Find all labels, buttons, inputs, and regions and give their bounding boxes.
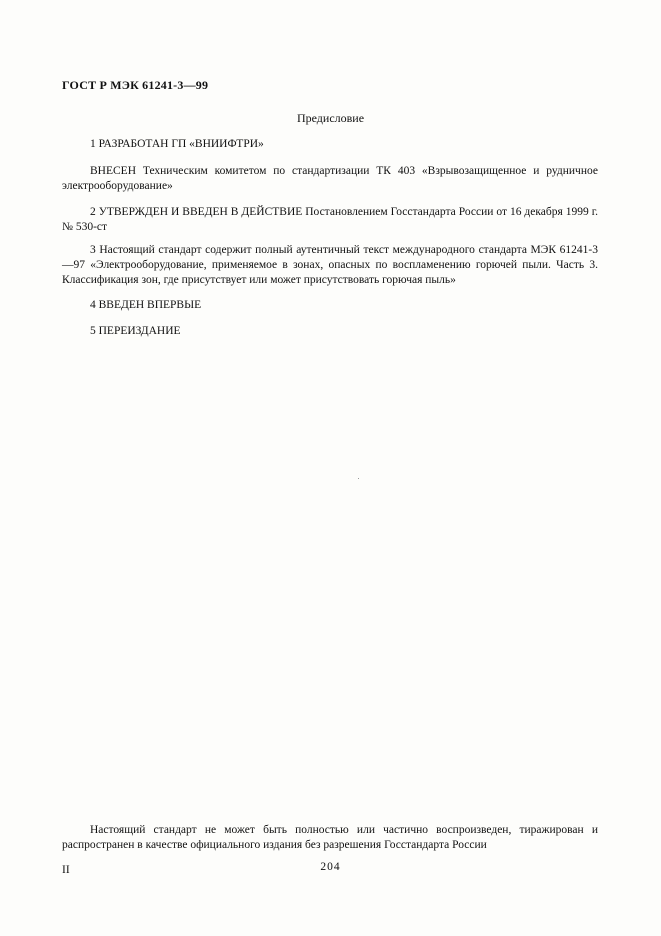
paragraph-developed-by: 1 РАЗРАБОТАН ГП «ВНИИФТРИ» [90, 138, 264, 150]
paragraph-content: 3 Настоящий стандарт содержит полный аутентичный текст международного стандарта МЭК 61241-3—97 «Электрооборудование, применяемое в зонах, опасных по воспламенению горючей пыли. Часть 3. Классификация зон, где присутствует или может присутствовать горючая пыль» [62, 244, 598, 286]
paragraph-introduced-by: ВНЕСЕН Техническим комитетом по стандартизации ТК 403 «Взрывозащищенное и рудничное электрооборудование» [62, 165, 598, 192]
paragraph-reissue: 5 ПЕРЕИЗДАНИЕ [90, 325, 181, 337]
page-number: 204 [320, 861, 341, 873]
section-title-text: Предисловие [296, 111, 365, 125]
document-code-header: ГОСТ Р МЭК 61241-3—99 [62, 78, 209, 92]
scan-speck [358, 478, 359, 479]
roman-page-number: II [62, 864, 70, 876]
paragraph-approved: 2 УТВЕРЖДЕН И ВВЕДЕН В ДЕЙСТВИЕ Постановлением Госстандарта России от 16 декабря 1999 г. № 530-ст [62, 206, 598, 233]
copyright-notice: Настоящий стандарт не может быть полностью или частично воспроизведен, тиражирован и распространен в качестве официального издания без разрешения Госстандарта России [62, 824, 598, 851]
paragraph-first-introduced: 4 ВВЕДЕН ВПЕРВЫЕ [90, 299, 202, 311]
section-title [0, 111, 661, 126]
